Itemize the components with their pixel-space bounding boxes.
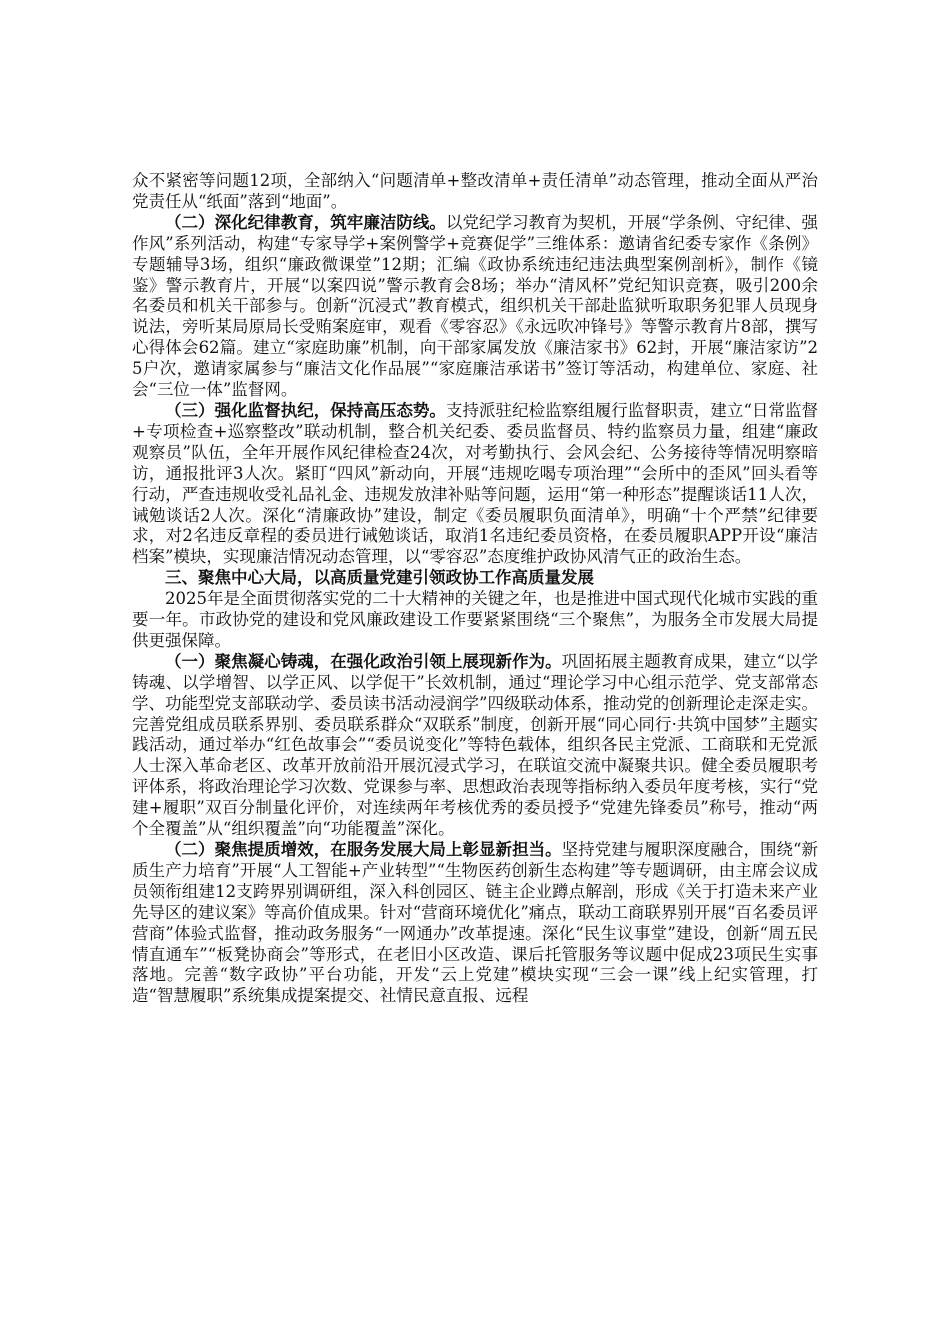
paragraph-lead-heading: （二）聚焦提质增效，在服务发展大局上彰显新担当。 xyxy=(165,840,562,859)
paragraph-section-intro xyxy=(132,589,818,652)
paragraph-lead-heading: （一）聚焦凝心铸魂，在强化政治引领上展现新作为。 xyxy=(165,651,562,671)
paragraph-lead-heading: （三）强化监督执纪，保持高压态势。 xyxy=(165,400,446,420)
paragraph-text: 以党纪学习教育为契机，开展“学条例、守纪律、强作风”系列活动，构建“专家导学+案例警学+竞赛促学”三维体系：邀请省纪委专家作《条例》专题辅导3场，组织“廉政微课堂”12期；汇编《政协系统违纪违法典型案例剖析》，制作《镜鉴》警示教育片，开展“以案四说”警示教育会8场；举办“清风杯”党纪知识竞赛，吸引200余名委员和机关干部参与。创新“沉浸式”教育模式，组织机关干部赴监狱听取职务犯罪人员现身说法，旁听某局原局长受贿案庭审，观看《零容忍》《永远吹冲锋号》等警示教育片8部，撰写心得体会62篇。建立“家庭助廉”机制，向干部家属发放《廉洁家书》62封，开展“廉洁家访”25户次，邀请家属参与“廉洁文化作品展”“家庭廉洁承诺书”签订等活动，构建单位、家庭、社会“三位一体”监督网。 xyxy=(132,212,819,400)
paragraph-text: 2025年是全面贯彻落实党的二十大精神的关键之年，也是推进中国式现代化城市实践的重要一年。市政协党的建设和党风廉政建设工作要紧紧围绕“三个聚焦”，为服务全市发展大局提供更强保障。 xyxy=(132,589,818,650)
paragraph-text: 巩固拓展主题教育成果，建立“以学铸魂、以学增智、以学正风、以学促干”长效机制，通过“理论学习中心组示范学、党支部常态学、功能型党支部联动学、委员读书活动浸润学”四级联动体系，推动党的创新理论走深走实。完善党组成员联系界别、委员联系群众“双联系”制度，创新开展“同心同行·共筑中国梦”主题实践活动，通过举办“红色故事会”“委员说变化”等特色载体，组织各民主党派、工商联和无党派人士深入革命老区、改革开放前沿开展沉浸式学习，在联谊交流中凝聚共识。健全委员履职考评体系，将政治理论学习次数、党课参与率、思想政治表现等指标纳入委员年度考核，实行“党建+履职”双百分制量化评价，对连续两年考核优秀的委员授予“党建先锋委员”称号，推动“两个全覆盖”从“组织覆盖”向“功能覆盖”深化。 xyxy=(132,651,819,839)
paragraph-text: 众不紧密等问题12项，全部纳入“问题清单+整改清单+责任清单”动态管理，推动全面从严治党责任从“纸面”落到“地面”。 xyxy=(132,171,818,211)
document-body xyxy=(132,171,818,1007)
paragraph-continuation xyxy=(132,171,818,213)
paragraph-text: 支持派驻纪检监察组履行监督职责，建立“日常监督+专项检查+巡察整改”联动机制，整合机关纪委、委员监督员、特约监察员力量，组建“廉政观察员”队伍，全年开展作风纪律检查24次，对考勤执行、会风会纪、公务接待等情况明察暗访，通报批评3人次。紧盯“四风”新动向，开展“违规吃喝专项治理”“会所中的歪风”回头看等行动，严查违规收受礼品礼金、违规发放津补贴等问题，运用“第一种形态”提醒谈话11人次，诫勉谈话2人次。深化“清廉政协”建设，制定《委员履职负面清单》，明确“十个严禁”纪律要求，对2名违反章程的委员进行诫勉谈话，取消1名违纪委员资格，在委员履职APP开设“廉洁档案”模块，实现廉洁情况动态管理，以“零容忍”态度维护政协风清气正的政治生态。 xyxy=(132,400,819,567)
paragraph-text: 坚持党建与履职深度融合，围绕“新质生产力培育”开展“人工智能+产业转型”“生物医药创新生态构建”等专题调研，由主席会议成员领衔组建12支跨界别调研组，深入科创园区、链主企业蹲点解剖，形成《关于打造未来产业先导区的建议案》等高价值成果。针对“营商环境优化”痛点，联动工商联界别开展“百名委员评营商”体验式监督，推动政务服务“一网通办”改革提速。深化“民生议事堂”建设，创新“周五民情直通车”“板凳协商会”等形式，在老旧小区改造、课后托管服务等议题中促成23项民生实事落地。完善“数字政协”平台功能，开发“云上党建”模块实现“三会一课”线上纪实管理，打造“智慧履职”系统集成提案提交、社情民意直报、远程 xyxy=(132,840,819,1006)
paragraph-political-guidance xyxy=(132,652,818,840)
paragraph-lead-heading: （二）深化纪律教育，筑牢廉洁防线。 xyxy=(165,212,446,232)
paragraph-discipline-education xyxy=(132,213,818,401)
paragraph-service-development xyxy=(132,840,818,1007)
paragraph-supervision xyxy=(132,401,818,568)
section-heading-3: 三、聚焦中心大局，以高质量党建引领政协工作高质量发展 xyxy=(165,568,594,588)
